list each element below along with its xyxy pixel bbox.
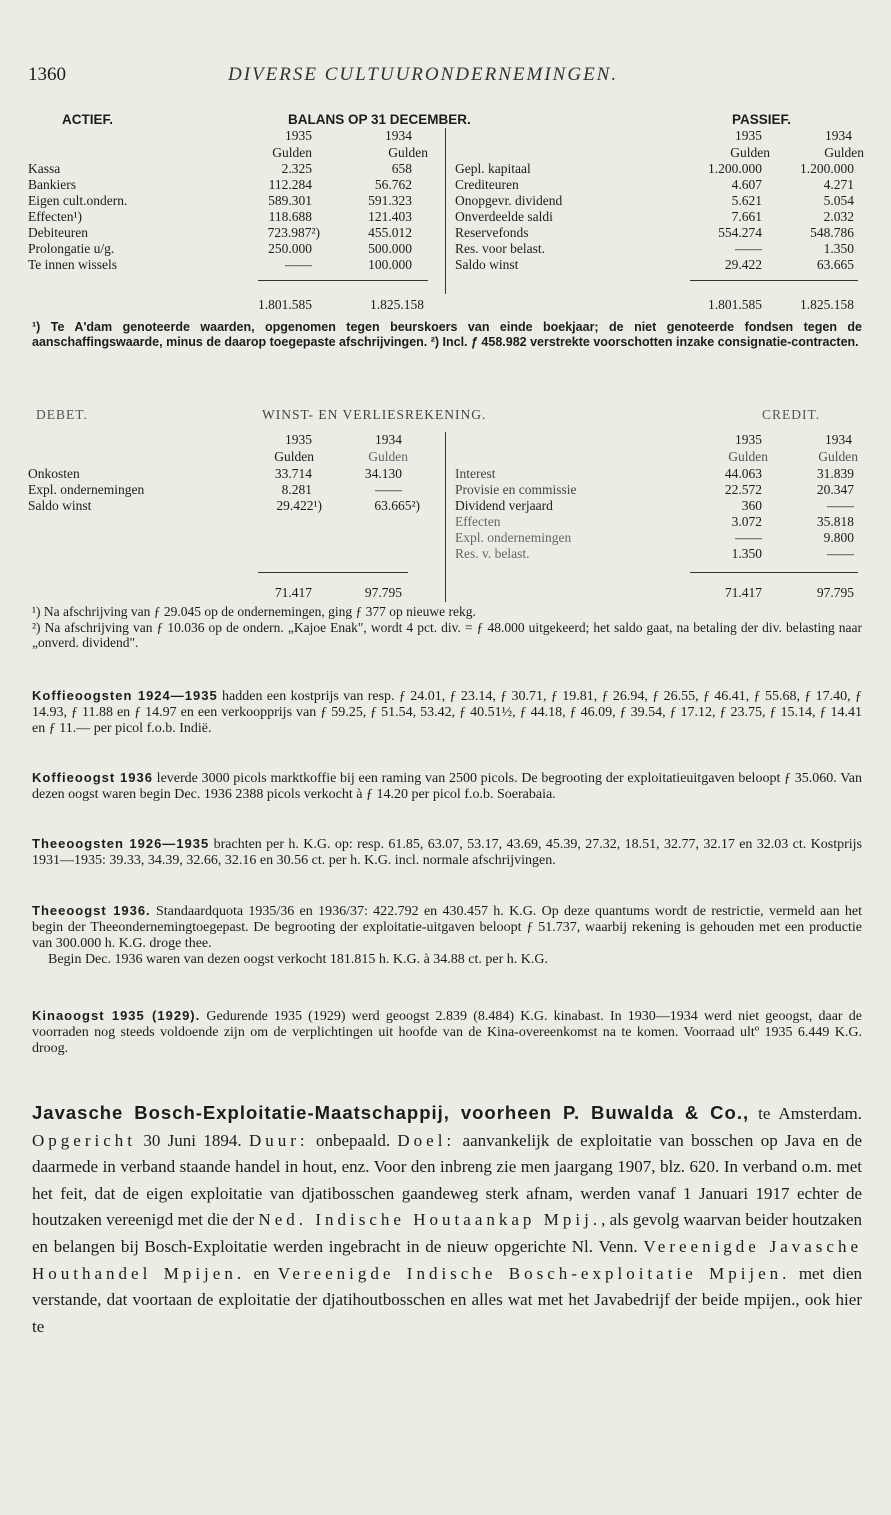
credit-value-1935: 3.072 [731, 514, 762, 529]
credit-total-1935: 71.417 [724, 585, 762, 600]
passief-value-1935: 29.422 [724, 257, 762, 272]
credit-value-1935: 22.572 [724, 482, 762, 497]
passief-total-1935: 1.801.585 [708, 297, 762, 312]
passief-value-1935: 554.274 [718, 225, 762, 240]
balance-actief-title: ACTIEF. [62, 112, 114, 127]
passief-value-1934: 63.665 [816, 257, 854, 272]
actief-value-1934: 455.012 [368, 225, 412, 240]
actief-label: Bankiers [28, 177, 76, 192]
actief-value-1934: 100.000 [368, 257, 412, 272]
paragraph-lead: Kinaoogst 1935 (1929). [32, 1008, 201, 1023]
credit-value-1934: 9.800 [823, 530, 854, 545]
actief-label: Debiteuren [28, 225, 88, 240]
sum-rule [258, 572, 408, 573]
company-text: met dien verstande, dat voortaan de exploitatie der djatihoutbosschen en alles wat met het Javabedrijf der beide mpijen., ook hier te [32, 1263, 862, 1336]
passief-label: Onopgevr. dividend [455, 193, 563, 208]
credit-label: Expl. ondernemingen [455, 530, 572, 545]
credit-value-1934: 35.818 [816, 514, 854, 529]
pl-year-col: 1935 [285, 432, 312, 447]
duur-value: onbepaald. [315, 1130, 391, 1150]
passief-value-1934: 5.054 [823, 193, 854, 208]
page-number: 1360 [28, 64, 66, 85]
actief-value-1935: 118.688 [268, 209, 312, 224]
founded-label: Opgericht [32, 1130, 136, 1150]
balance-footnote: ¹) Te A'dam genoteerde waarden, opgenomen tegen beurskoers van einde boekjaar; de niet genoteerde fondsen tegen de aanschaffingswaarde, minus de daarop toegepaste afschrijvingen. ²) Incl. ƒ 458.982 verstrekte voorschotten inzake consignatie-contracten. [32, 320, 862, 349]
paragraph-kina [32, 1008, 862, 1057]
debet-value-1935: 33.714 [274, 466, 312, 481]
passief-label: Saldo winst [455, 257, 519, 272]
company-entry [32, 1100, 862, 1340]
balance-unit-col: Gulden [388, 145, 428, 160]
paragraph-text-continued: Begin Dec. 1936 waren van dezen oogst verkocht 181.815 h. K.G. à 34.88 ct. per h. K.G. [48, 952, 548, 967]
paragraph-text: hadden een kostprijs van resp. ƒ 24.01, ƒ 23.14, ƒ 30.71, ƒ 19.81, ƒ 26.94, ƒ 26.55, ƒ 46.41, ƒ 55.68, ƒ 17.40, ƒ 14.93, ƒ 11.88 en ƒ 14.97 en een verkoopprijs van ƒ 59.25, ƒ 51.54, 53.42, ƒ 40.51½, ƒ 44.18, ƒ 46.09, ƒ 39.54, ƒ 17.12, ƒ 23.75, ƒ 15.14, ƒ 14.41 en ƒ 11.— per picol f.o.b. Indië. [32, 689, 862, 736]
paragraph-tea-harvests [32, 836, 862, 869]
pl-unit-col: Gulden [368, 449, 408, 464]
actief-total-1934: 1.825.158 [370, 297, 424, 312]
credit-value-1935: —— [735, 530, 762, 545]
duur-label: Duur: [248, 1130, 309, 1150]
credit-label: Effecten [455, 514, 501, 529]
actief-label: Eigen cult.ondern. [28, 193, 128, 208]
balance-unit-col: Gulden [272, 145, 312, 160]
pl-year-col: 1934 [825, 432, 852, 447]
passief-value-1934: 4.271 [823, 177, 854, 192]
debet-label: Saldo winst [28, 498, 92, 513]
credit-label: Dividend verjaard [455, 498, 553, 513]
actief-value-1935: 723.987²) [267, 225, 320, 240]
balance-year-col: 1934 [385, 128, 412, 143]
pl-year-col: 1935 [735, 432, 762, 447]
debet-total-1935: 71.417 [274, 585, 312, 600]
paragraph-tea-1936 [32, 903, 862, 968]
balance-year-col: 1934 [825, 128, 852, 143]
paragraph-text: leverde 3000 picols marktkoffie bij een raming van 2500 picols. De begrooting der exploitatieuitgaven beloopt ƒ 35.060. Van dezen oogst waren begin Dec. 1936 2388 picols verkocht à ƒ 14.20 per picol f.o.b. Soerabaia. [32, 771, 862, 802]
pl-unit-col: Gulden [728, 449, 768, 464]
vereenigde-javasche-label: Vereenigde Javasche Houthandel Mpijen. [32, 1236, 862, 1283]
balance-passief-title: PASSIEF. [732, 112, 792, 127]
passief-label: Gepl. kapitaal [455, 161, 531, 176]
passief-value-1935: 5.621 [731, 193, 762, 208]
debet-value-1934: —— [375, 482, 402, 497]
credit-value-1935: 1.350 [731, 546, 762, 561]
actief-label: Effecten¹) [28, 209, 83, 224]
credit-label: Interest [455, 466, 496, 481]
actief-label: Prolongatie u/g. [28, 241, 115, 256]
pl-title: WINST- EN VERLIESREKENING. [262, 407, 487, 422]
passief-label: Crediteuren [455, 177, 519, 192]
passief-value-1934: 1.350 [823, 241, 854, 256]
ned-indische-label: Ned. Indische Houtaankap Mpij. [258, 1210, 602, 1230]
credit-value-1934: —— [827, 546, 854, 561]
actief-value-1935: 589.301 [268, 193, 312, 208]
actief-value-1934: 121.403 [368, 209, 412, 224]
actief-value-1934: 56.762 [374, 177, 412, 192]
doel-label: Doel: [397, 1130, 456, 1150]
passief-label: Res. voor belast. [455, 241, 545, 256]
pl-unit-col: Gulden [818, 449, 858, 464]
credit-label: Provisie en commissie [455, 482, 577, 497]
pl-year-col: 1934 [375, 432, 402, 447]
balance-unit-col: Gulden [824, 145, 864, 160]
profit-loss-account [0, 0, 891, 620]
paragraph-coffee-1936 [32, 770, 862, 803]
credit-total-1934: 97.795 [816, 585, 854, 600]
debet-label: Onkosten [28, 466, 80, 481]
passief-value-1935: 1.200.000 [708, 161, 762, 176]
debet-value-1935: 29.422¹) [276, 498, 322, 513]
column-divider [445, 432, 446, 602]
actief-value-1934: 591.323 [368, 193, 412, 208]
credit-value-1935: 44.063 [724, 466, 762, 481]
company-name: Javasche Bosch-Exploitatie-Maatschappij, voorheen P. Buwalda & Co., [32, 1102, 750, 1123]
debet-label: Expl. ondernemingen [28, 482, 145, 497]
paragraph-lead: Theeoogst 1936. [32, 903, 151, 918]
credit-label: Res. v. belast. [455, 546, 530, 561]
debet-total-1934: 97.795 [364, 585, 402, 600]
passief-label: Onverdeelde saldi [455, 209, 553, 224]
actief-value-1935: 250.000 [268, 241, 312, 256]
paragraph-lead: Koffieoogst 1936 [32, 770, 153, 785]
credit-value-1934: —— [827, 498, 854, 513]
passief-value-1934: 2.032 [823, 209, 854, 224]
paragraph-text: Gedurende 1935 (1929) werd geoogst 2.839 (8.484) K.G. kinabast. In 1930—1934 werd niet geoogst, daar de voorraden nog steeds voldoende zijn om de verplichtingen uit hoofde van de Kina-overeenkomst na te komen. Voorraad ultº 1935 6.449 K.G. droog. [32, 1009, 862, 1056]
running-title: DIVERSE CULTUURONDERNEMINGEN. [228, 64, 619, 85]
actief-value-1934: 500.000 [368, 241, 412, 256]
pl-debet-title: DEBET. [36, 407, 88, 422]
company-text: , als gevolg waarvan beider houtzaken en belangen bij Bosch-Exploitatie werden ingebracht in de nieuw opgerichte Nl. Venn. [32, 1210, 862, 1256]
paragraph-lead: Theeoogsten 1926—1935 [32, 836, 210, 851]
debet-value-1934: 34.130 [364, 466, 402, 481]
pl-footnote-2: ²) Na afschrijving van ƒ 10.036 op de ondern. „Kajoe Enak", wordt 4 pct. div. = ƒ 48.000 uitgekeerd; het saldo gaat, na betaling der div. belasting naar „onverd. dividend". [32, 620, 862, 650]
pl-credit-title: CREDIT. [762, 407, 821, 422]
balance-year-col: 1935 [285, 128, 312, 143]
passief-label: Reservefonds [455, 225, 529, 240]
actief-label: Te innen wissels [28, 257, 118, 272]
paragraph-coffee-harvests [32, 688, 862, 737]
actief-label: Kassa [28, 161, 61, 176]
actief-value-1935: —— [285, 257, 312, 272]
balance-unit-col: Gulden [730, 145, 770, 160]
company-location: te Amsterdam. [749, 1104, 862, 1123]
company-text: en [245, 1263, 278, 1283]
passief-value-1935: —— [735, 241, 762, 256]
actief-total-1935: 1.801.585 [258, 297, 312, 312]
paragraph-text: brachten per h. K.G. op: resp. 61.85, 63.07, 53.17, 43.69, 45.39, 27.32, 18.51, 32.77, 32.17 en 32.03 ct. Kostprijs 1931—1935: 39.33, 34.39, 32.66, 32.16 en 30.56 ct. per h. K.G. incl. normale afschrijvingen. [32, 837, 862, 868]
passief-value-1935: 7.661 [731, 209, 762, 224]
passief-value-1934: 548.786 [810, 225, 854, 240]
sum-rule [690, 572, 858, 573]
passief-total-1934: 1.825.158 [800, 297, 854, 312]
pl-unit-col: Gulden [274, 449, 314, 464]
doel-text: aanvankelijk de exploitatie van bosschen op Java en de daarmede in verband staande handel in hout, enz. Voor den inbreng zie men jaargang 1907, blz. 620. In verband o.m. met het feit, dat de eigen exploitatie van djatibosschen gaandeweg sterk afnam, werden vanaf 1 Januari 1917 echter de houtzaken vereenigd met die der [32, 1130, 863, 1230]
paragraph-text: Standaardquota 1935/36 en 1936/37: 422.792 en 430.457 h. K.G. Op deze quantums wordt de restrictie, vermeld aan het begin der Theeondernemingtoegepast. De begrooting der exploitatie-uitgaven beloopt ƒ 51.737, waarbij rekening is gehouden met een productie van 300.000 h. K.G. droge thee. [32, 904, 862, 951]
passief-value-1935: 4.607 [731, 177, 762, 192]
actief-value-1934: 658 [391, 161, 412, 176]
credit-value-1934: 20.347 [816, 482, 854, 497]
founded-date: 30 Juni 1894. [143, 1130, 242, 1150]
balance-title: BALANS OP 31 DECEMBER. [288, 112, 471, 127]
actief-value-1935: 112.284 [268, 177, 312, 192]
pl-footnote-1: ¹) Na afschrijving van ƒ 29.045 op de ondernemingen, ging ƒ 377 op nieuwe rekg. [32, 604, 476, 619]
paragraph-lead: Koffieoogsten 1924—1935 [32, 688, 218, 703]
credit-value-1935: 360 [741, 498, 762, 513]
balance-year-col: 1935 [735, 128, 762, 143]
credit-value-1934: 31.839 [816, 466, 854, 481]
actief-value-1935: 2.325 [281, 161, 312, 176]
debet-value-1934: 63.665²) [374, 498, 420, 513]
debet-value-1935: 8.281 [281, 482, 312, 497]
vereenigde-indische-label: Vereenigde Indische Bosch-exploitatie Mpijen. [277, 1263, 791, 1283]
passief-value-1934: 1.200.000 [800, 161, 854, 176]
